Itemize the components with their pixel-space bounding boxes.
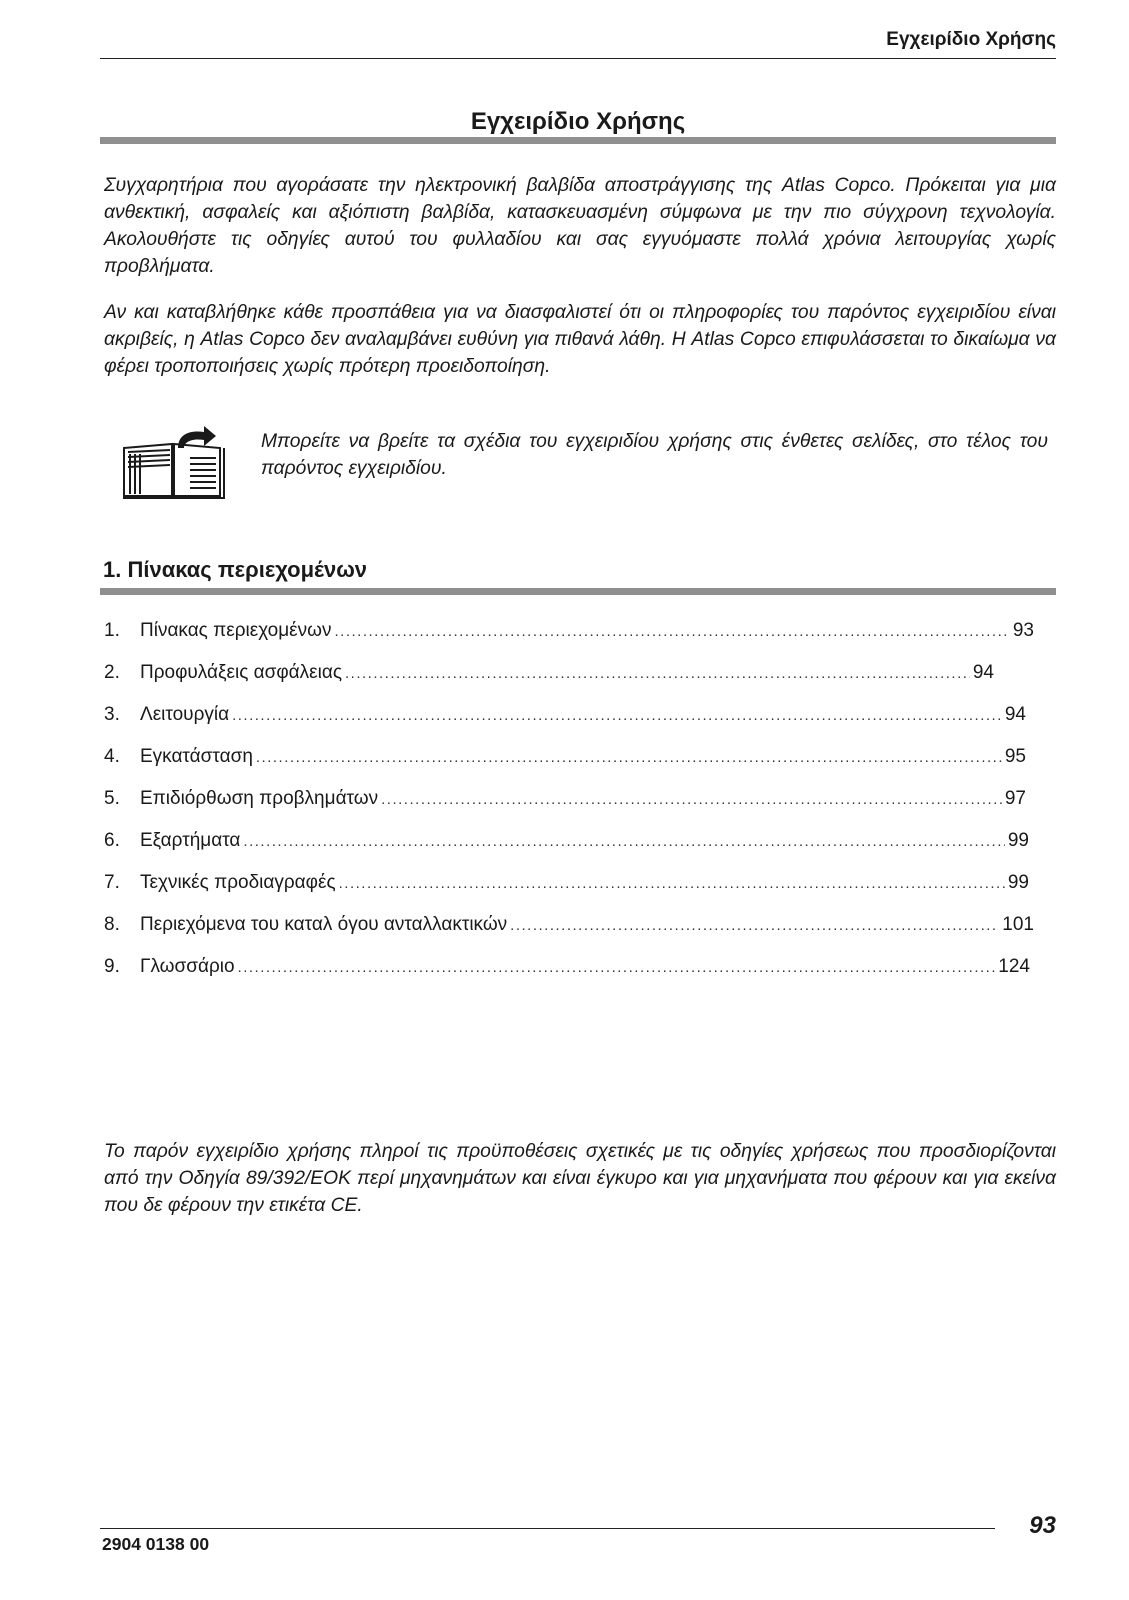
- toc-item-number: 7.: [104, 872, 120, 893]
- toc-item-page: 99: [1007, 872, 1029, 893]
- toc-item[interactable]: [104, 704, 1026, 730]
- footer-rule: [100, 1528, 995, 1529]
- toc-item-page: 94: [1004, 704, 1026, 725]
- toc-leader-dots: [238, 959, 996, 976]
- toc-item-title: Προφυλάξεις ασφάλειας: [140, 662, 342, 683]
- toc-item[interactable]: [104, 872, 1029, 898]
- toc-item-title: Γλωσσάριο: [140, 956, 235, 977]
- drawings-note: Μπορείτε να βρείτε τα σχέδια του εγχειριδίου χρήσης στις ένθετες σελίδες, στο τέλος του παρόντος εγχειριδίου.: [261, 431, 1048, 479]
- intro-paragraph: Συγχαρητήρια που αγοράσατε την ηλεκτρονική βαλβίδα αποστράγγισης της Atlas Copco. Πρόκειται για μια ανθεκτική, ασφαλείς και αξιόπιστη βαλβίδα, κατασκευασμένη σύμφωνα με την πιο σύγχρονη τεχνολογία. Ακολουθήστε τις οδηγίες αυτού του φυλλαδίου και σας εγγυόμαστε πολλά χρόνια λειτουργίας χωρίς προβλήματα.: [104, 175, 1056, 277]
- toc-item-number: 9.: [104, 956, 120, 977]
- toc-item-page: 93: [1012, 620, 1034, 641]
- toc-item[interactable]: [104, 788, 1026, 814]
- toc-item-page: 99: [1007, 830, 1029, 851]
- page-number: 93: [1029, 1512, 1056, 1539]
- toc-leader-dots: [510, 917, 999, 934]
- section-divider: [100, 588, 1056, 595]
- page-title: Εγχειρίδιο Χρήσης: [470, 108, 686, 135]
- toc-leader-dots: [243, 833, 1004, 850]
- toc-leader-dots: [339, 875, 1005, 892]
- title-divider: [100, 137, 1056, 144]
- toc-leader-dots: [256, 749, 1002, 766]
- running-header: Εγχειρίδιο Χρήσης: [886, 29, 1056, 50]
- toc-item-page: 97: [1004, 788, 1026, 809]
- toc-leader-dots: [334, 623, 1009, 640]
- toc-item[interactable]: [104, 662, 994, 688]
- toc-item-number: 1.: [104, 620, 120, 641]
- toc-item-page: 101: [1002, 914, 1034, 935]
- toc-item-number: 8.: [104, 914, 120, 935]
- toc-leader-dots: [345, 665, 970, 682]
- toc-item-number: 5.: [104, 788, 120, 809]
- toc-item[interactable]: [104, 830, 1029, 856]
- toc-leader-dots: [381, 791, 1002, 808]
- toc-item-page: 95: [1004, 746, 1026, 767]
- header-rule: [100, 58, 1056, 59]
- toc-item-page: 124: [998, 956, 1030, 977]
- toc-item-title: Λειτουργία: [140, 704, 230, 725]
- toc-item-number: 2.: [104, 662, 120, 683]
- toc-item-title: Εξαρτήματα: [140, 830, 241, 851]
- toc-leader-dots: [232, 707, 1002, 724]
- toc-item-title: Τεχνικές προδιαγραφές: [140, 872, 336, 893]
- toc-item[interactable]: [104, 746, 1026, 772]
- toc-item-number: 6.: [104, 830, 120, 851]
- toc-item-page: 94: [972, 662, 994, 683]
- toc-item-title: Περιεχόμενα του καταλ όγου ανταλλακτικών: [140, 914, 508, 935]
- toc-item[interactable]: [104, 620, 1034, 646]
- book-arrow-icon: [120, 424, 228, 502]
- directive-disclaimer: Το παρόν εγχειρίδιο χρήσης πληροί τις προϋποθέσεις σχετικές με τις οδηγίες χρήσεως που προσδιορίζονται από την Οδηγία 89/392/ΕΟΚ περί μηχανημάτων και είναι έγκυρο και για μηχανήματα που φέρουν και για εκείνα που δε φέρουν την ετικέτα CE.: [104, 1141, 1056, 1216]
- toc-item[interactable]: [104, 914, 1034, 940]
- document-number: 2904 0138 00: [102, 1534, 210, 1554]
- toc-item-number: 3.: [104, 704, 120, 725]
- liability-paragraph: Αν και καταβλήθηκε κάθε προσπάθεια για να διασφαλιστεί ότι οι πληροφορίες του παρόντος εγχειριδίου είναι ακριβείς, η Atlas Copco δεν αναλαμβάνει ευθύνη για πιθανά λάθη. Η Atlas Copco επιφυλάσσεται το δικαίωμα να φέρει τροποποιήσεις χωρίς πρότερη προειδοποίηση.: [104, 302, 1056, 377]
- toc-item[interactable]: [104, 956, 1030, 982]
- toc-item-number: 4.: [104, 746, 120, 767]
- toc-heading: 1. Πίνακας περιεχομένων: [103, 557, 368, 582]
- toc-item-title: Πίνακας περιεχομένων: [140, 620, 332, 641]
- toc-item-title: Επιδιόρθωση προβλημάτων: [140, 788, 379, 809]
- toc-item-title: Εγκατάσταση: [140, 746, 253, 767]
